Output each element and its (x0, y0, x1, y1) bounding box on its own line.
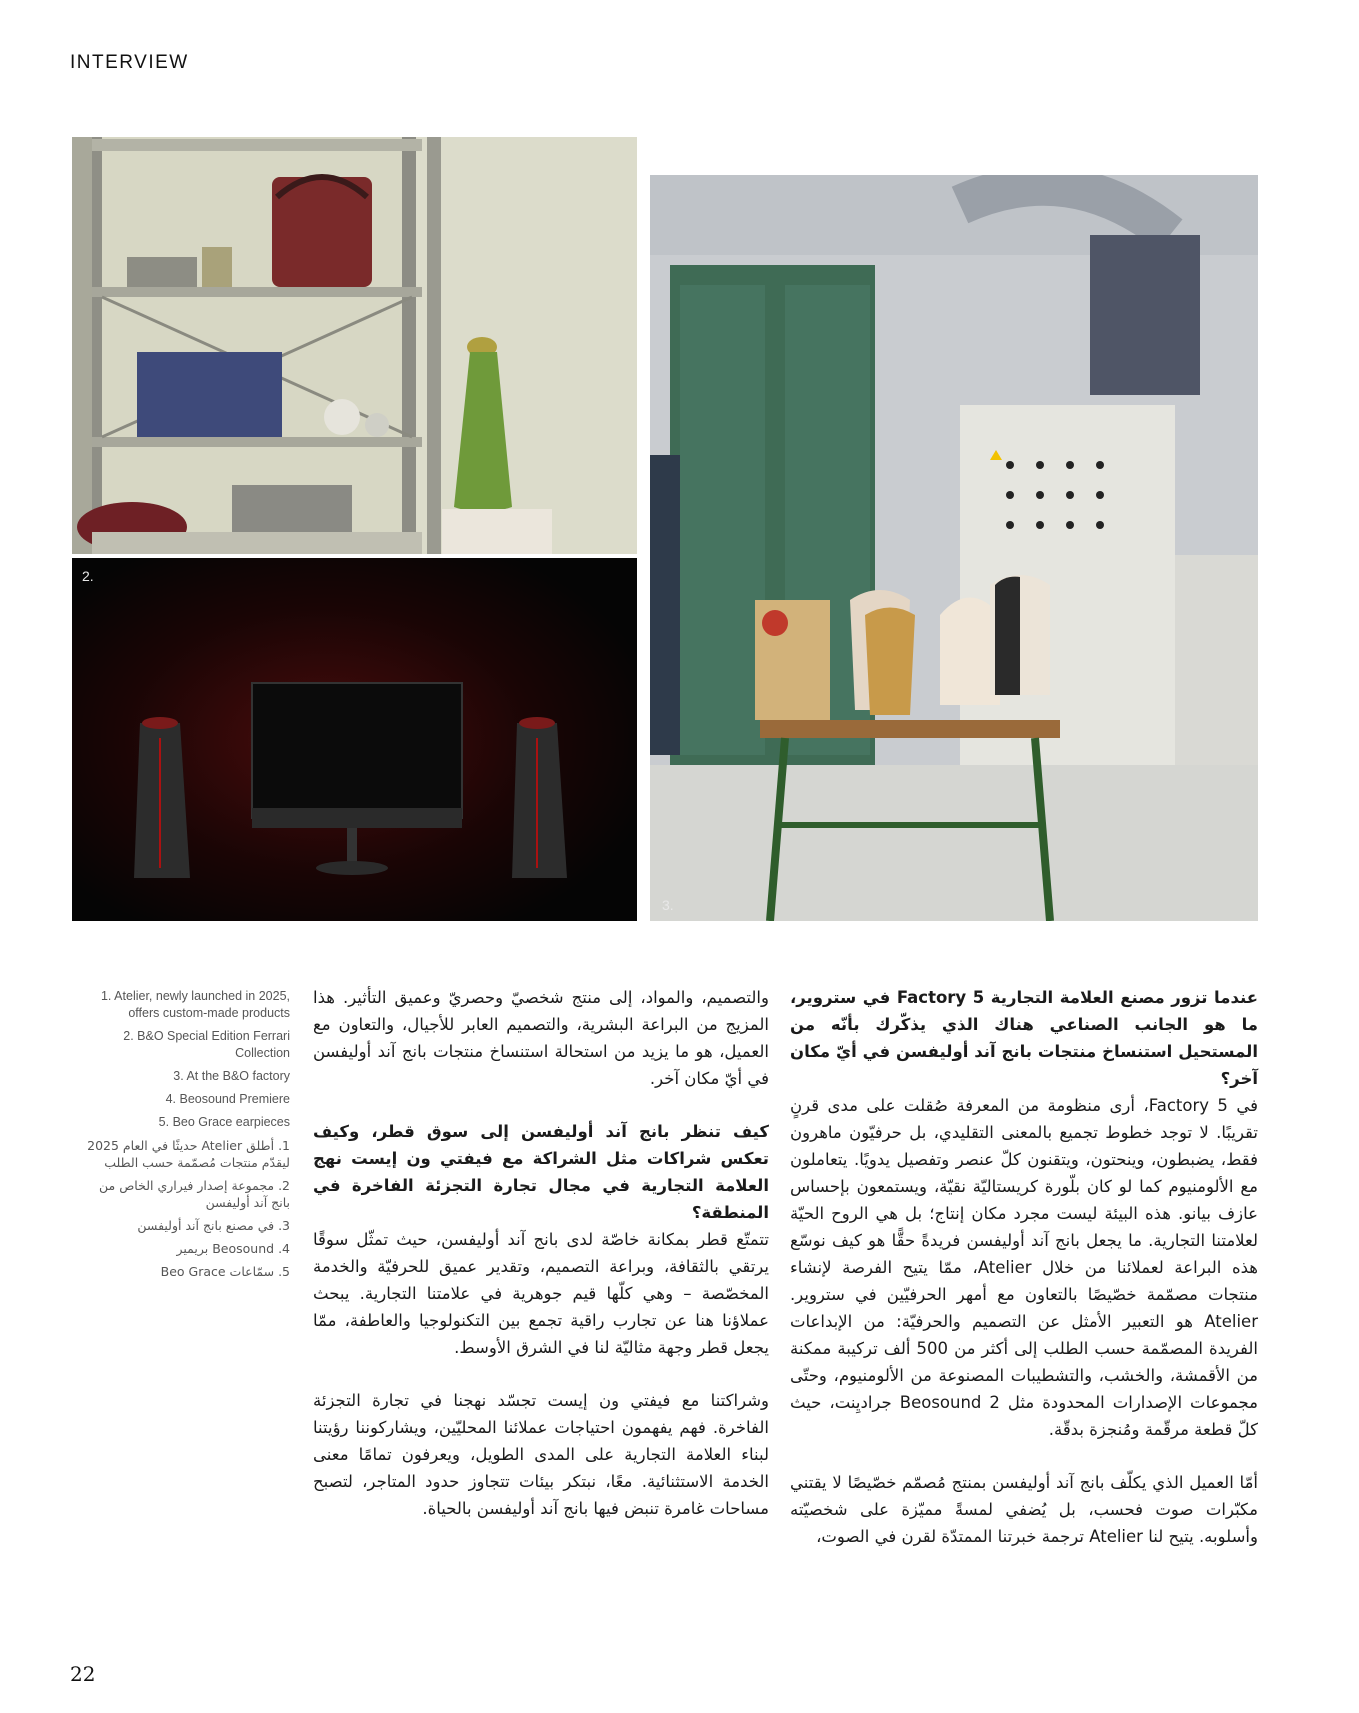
caption-en-4: 4. Beosound Premiere (165, 1092, 290, 1106)
article-column-right (790, 984, 1258, 1550)
photo-ferrari-collection (72, 558, 637, 921)
caption-en-5: 5. Beo Grace earpieces (158, 1115, 290, 1129)
caption-en-1: 1. Atelier, newly launched in 2025, offers custom-made products (100, 989, 290, 1020)
caption-en-2: 2. B&O Special Edition Ferrari Collection (123, 1029, 290, 1060)
shelf-illustration (72, 137, 637, 554)
interview-answer-1: في Factory 5، أرى منظومة من المعرفة صُقلت على مدى قرنٍ تقريبًا. لا توجد خطوط تجميع بالمعنى التقليدي، بل حرفيّون ماهرون فقط، يضبطون، وينحتون، ويتقنون كلّ عنصر وتفصيل يدويًا. يتعاملون مع الألومنيوم كما لو كان بلّورة كريستاليّة نقيّة، ويستمعون بإحساس عازف بيانو. هذه البيئة ليست مجرد مكان إنتاج؛ بل هي الروح الحيّة لعلامتنا التجارية. ما يجعل بانج آند أوليفسن فريدةً حقًّا هو كيف نوسّع هذه البراعة لعملائنا من خلال Atelier، ممّا يتيح الفرصة لإنشاء منتجات مصمّمة خصّيصًا بالتعاون مع أمهر الحرفيّين في ستروير. Atelier هو التعبير الأمثل عن التصميم والحرفيّة: من الإبداعات الفريدة المصمّمة حسب الطلب إلى أكثر من 500 ألف تركيبة ممكنة من الأقمشة، والخشب، والتشطيبات المصنوعة من الألومنيوم، وحتّى مجموعات الإصدارات المحدودة مثل Beosound 2 جراديِنت، حيث كلّ قطعة مرقّمة ومُنجزة بدقّة. (790, 1096, 1259, 1439)
caption-en-3: 3. At the B&O factory (173, 1069, 290, 1083)
interview-question-2: كيف تنظر بانج آند أوليفسن إلى سوق قطر، وكيف تعكس شراكات مثل الشراكة مع فيفتي ون إيست نهج العلامة التجارية في مجال تجارة التجزئة الفاخرة في المنطقة؟ (313, 1122, 769, 1222)
photo-factory (650, 175, 1258, 921)
caption-ar-3: 3. في مصنع بانج آند أوليفسن (137, 1218, 290, 1233)
interview-answer-3: تتمتّع قطر بمكانة خاصّة لدى بانج آند أوليفسن، حيث تمثّل سوقًا يرتقي بالثقافة، وبراعة التصميم، وتقدير عميق للحرفيّة والخدمة المخصّصة – وهي كلّها قيم جوهرية في علامتنا التجارية. يبحث عملاؤنا هنا عن تجارب راقية تجمع بين التكنولوجيا والعاطفة، ممّا يجعل قطر وجهة مثاليّة لنا في الشرق الأوسط. (313, 1230, 769, 1357)
caption-ar-5: 5. سمّاعات Beo Grace (160, 1264, 290, 1279)
factory-illustration (650, 175, 1258, 921)
interview-answer-continued: والتصميم، والمواد، إلى منتج شخصيّ وحصريّ وعميق التأثير. هذا المزيج من البراعة البشرية، والتصميم العابر للأجيال، والتعاون مع العميل، هو ما يزيد من استحالة استنساخ منتجات بانج آند أوليفسن في أيّ مكان آخر. (313, 988, 769, 1088)
page-number: 22 (70, 1662, 96, 1686)
ferrari-setup-illustration (72, 558, 637, 921)
caption-ar-2: 2. مجموعة إصدار فيراري الخاص من بانج آند أوليفسن (99, 1178, 290, 1210)
caption-ar-1: 1. أطلق Atelier حديثًا في العام 2025 ليقدّم منتجات مُصمّمة حسب الطلب (87, 1138, 290, 1170)
photo-captions (78, 988, 290, 1286)
photo-number: 2. (82, 568, 94, 584)
section-label: INTERVIEW (70, 52, 189, 73)
interview-answer-4: وشراكتنا مع فيفتي ون إيست تجسّد نهجنا في تجارة التجزئة الفاخرة. فهم يفهمون احتياجات عملائنا المحليّين، ويشاركوننا رؤيتنا لبناء العلامة التجارية على المدى الطويل، ويعرفون تمامًا معنى الخدمة الاستثنائية. معًا، نبتكر بيئات تتجاوز حدود المتاجر، لتصبح مساحات غامرة تنبض فيها بانج آند أوليفسن بالحياة. (313, 1391, 769, 1518)
interview-question-1: عندما تزور مصنع العلامة التجارية Factory 5 في ستروير، ما هو الجانب الصناعي هناك الذي يذكّرك بأنّه من المستحيل استنساخ منتجات بانج آند أوليفسن في أيّ مكان آخر؟ (790, 988, 1259, 1088)
article-column-middle (313, 984, 769, 1522)
caption-ar-4: 4. Beosound بريمير (176, 1241, 290, 1256)
photo-shelf-products (72, 137, 637, 554)
interview-answer-2: أمّا العميل الذي يكلّف بانج آند أوليفسن بمنتج مُصمّم خصّيصًا لا يقتني مكبّرات صوت فحسب، بل يُضفي لمسةً مميّزة على شخصيّته وأسلوبه. يتيح لنا Atelier ترجمة خبرتنا الممتدّة لقرن في الصوت، (790, 1473, 1258, 1546)
photo-number: 3. (662, 897, 674, 913)
